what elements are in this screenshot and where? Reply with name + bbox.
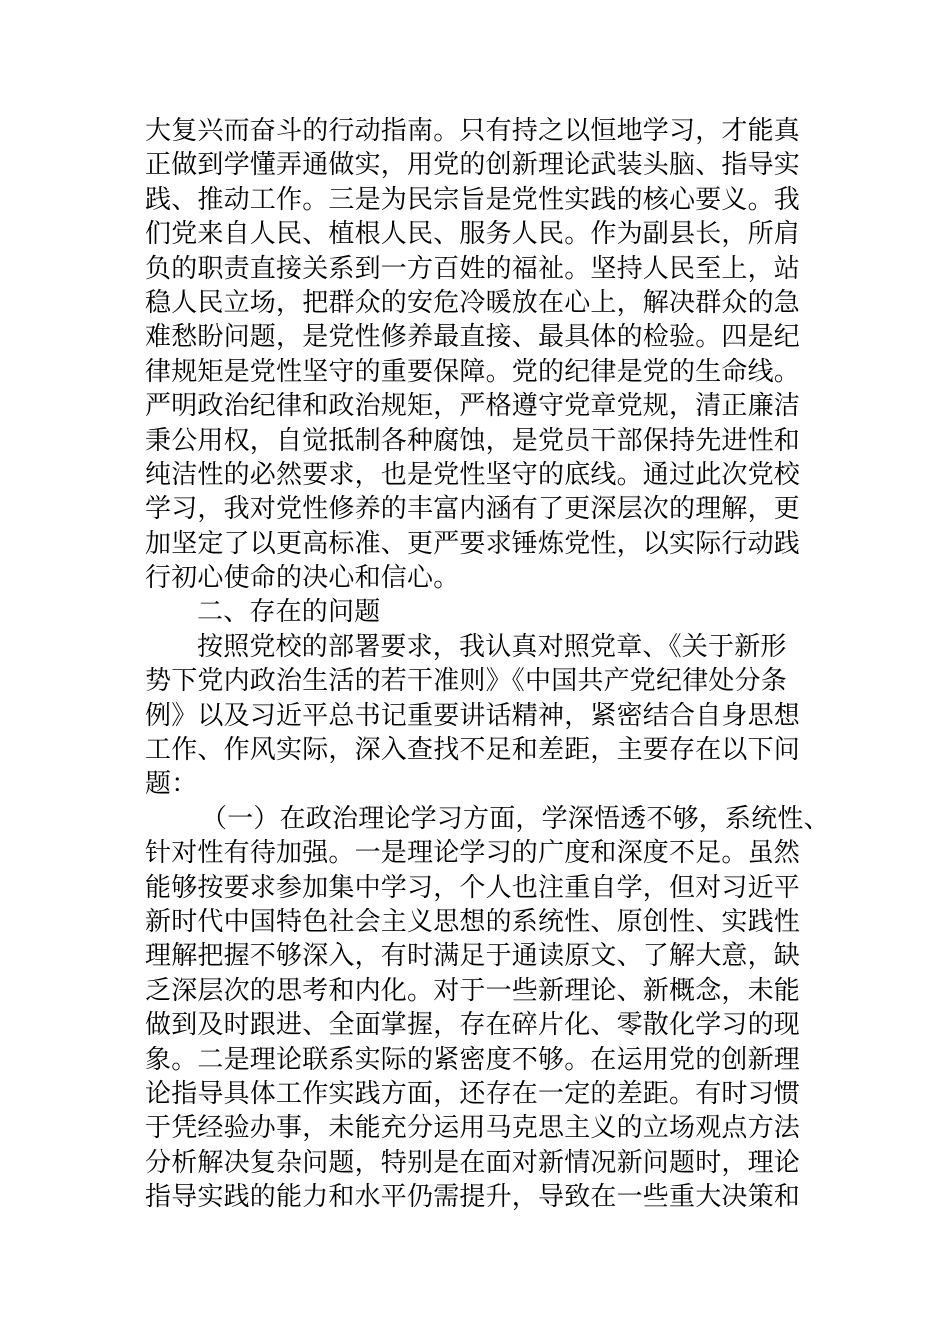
body-line: 新时代中国特色社会主义思想的系统性、原创性、实践性: [145, 906, 801, 937]
body-line: 行初心使命的决心和信心。: [145, 563, 460, 594]
body-line: 大复兴而奋斗的行动指南。只有持之以恒地学习，才能真: [145, 116, 801, 146]
body-line: 秉公用权，自觉抵制各种腐蚀，是党员干部保持先进性和: [145, 425, 801, 456]
body-line: 于凭经验办事，未能充分运用马克思主义的立场观点方法: [145, 1113, 801, 1144]
body-line: 指导实践的能力和水平仍需提升，导致在一些重大决策和: [145, 1182, 801, 1213]
body-line: 做到及时跟进、全面掌握，存在碎片化、零散化学习的现: [145, 1010, 801, 1041]
body-line: 分析解决复杂问题，特别是在面对新情况新问题时，理论: [145, 1147, 801, 1178]
body-line: 加坚定了以更高标准、更严要求锤炼党性，以实际行动践: [145, 528, 801, 559]
body-line: 严明政治纪律和政治规矩，严格遵守党章党规，清正廉洁: [145, 391, 801, 422]
document-body: [145, 114, 830, 1215]
body-line: 势下党内政治生活的若干准则》《中国共产党纪律处分条: [145, 666, 788, 697]
body-line: 负的职责直接关系到一方百姓的福祉。坚持人民至上，站: [145, 253, 801, 284]
paragraph-first-line: 按照党校的部署要求，我认真对照党章、《关于新形: [197, 631, 787, 662]
body-line: 乏深层次的思考和内化。对于一些新理论、新概念，未能: [145, 975, 801, 1006]
body-line: 例》以及习近平总书记重要讲话精神，紧密结合自身思想: [145, 700, 801, 731]
body-line: 题：: [145, 769, 198, 800]
body-line: 稳人民立场，把群众的安危冷暖放在心上，解决群众的急: [145, 287, 801, 318]
body-line: 论指导具体工作实践方面，还存在一定的差距。有时习惯: [145, 1078, 801, 1109]
body-line: 们党来自人民、植根人民、服务人民。作为副县长，所肩: [145, 219, 801, 250]
body-line: 律规矩是党性坚守的重要保障。党的纪律是党的生命线。: [145, 356, 801, 387]
body-line: 践、推动工作。三是为民宗旨是党性实践的核心要义。我: [145, 184, 801, 215]
body-line: 象。二是理论联系实际的紧密度不够。在运用党的创新理: [145, 1044, 801, 1075]
body-line: 理解把握不够深入，有时满足于通读原文、了解大意，缺: [145, 941, 801, 972]
body-line: 能够按要求参加集中学习，个人也注重自学，但对习近平: [145, 872, 801, 903]
body-line: 纯洁性的必然要求，也是党性坚守的底线。通过此次党校: [145, 459, 801, 490]
body-line: 针对性有待加强。一是理论学习的广度和深度不足。虽然: [145, 838, 801, 869]
body-line: 学习，我对党性修养的丰富内涵有了更深层次的理解，更: [145, 494, 801, 525]
section-heading: 二、存在的问题: [197, 597, 381, 628]
subsection-first-line: （一）在政治理论学习方面，学深悟透不够，系统性、: [201, 803, 830, 834]
body-line: 工作、作风实际，深入查找不足和差距，主要存在以下问: [145, 735, 801, 766]
body-line: 正做到学懂弄通做实，用党的创新理论武装头脑、指导实: [145, 150, 801, 181]
body-line: 难愁盼问题，是党性修养最直接、最具体的检验。四是纪: [145, 322, 801, 353]
